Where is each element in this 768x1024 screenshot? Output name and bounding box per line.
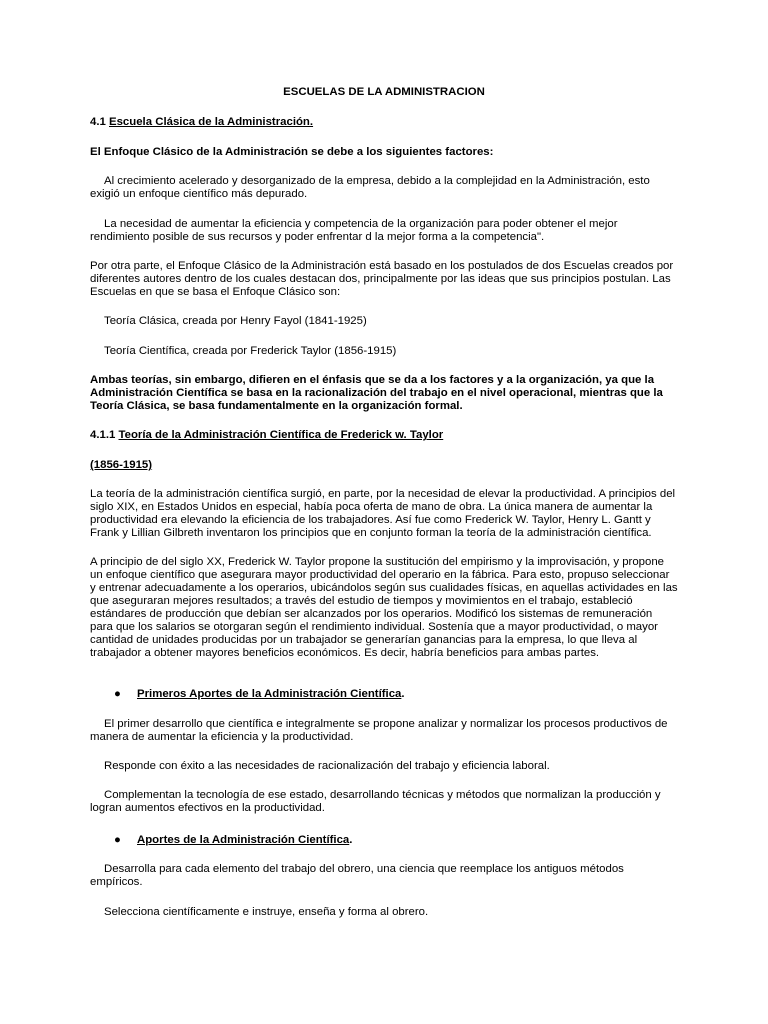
factor-item	[90, 175, 678, 201]
section-title: Teoría de la Administración Científica de Frederick w. Taylor	[118, 429, 444, 441]
subheading-text: Aportes de la Administración Científica	[137, 834, 350, 846]
paragraph-principio: A principio de del siglo XX, Frederick W. Taylor propone la sustitución del empirismo y la improvisación, y propone un enfoque científico que asegurara mayor productividad del operario en la fábrica. Para esto, propuso seleccionar y entrenar adecuadamente a los operarios, ubicándolos según sus cualidades físicas, en aquellas actividades en las que aseguraran mejores resultados; a través del estudio de tiempos y movimientos en el trabajo, estableció estándares de producción que debían ser alcanzados por los operarios. Modificó los sistemas de remuneración para que los salarios se otorgaran según el rendimiento individual. Sostenía que a mayor productividad, o mayor cantidad de unidades producidas por un trabajador se generarían ganancias para la empresa, lo que lleva al trabajador a obtener mayores beneficios económicos. Es decir, habría beneficios para ambas partes.	[90, 556, 678, 659]
list-item	[90, 863, 678, 889]
section-number: 4.1.1	[90, 429, 119, 441]
subheading-text: Primeros Aportes de la Administración Científica	[137, 688, 402, 700]
theory-text: Teoría Clásica, creada por Henry Fayol (1841-1925)	[104, 315, 367, 327]
list-item-text: El primer desarrollo que científica e integralmente se propone analizar y normalizar los procesos productivos de manera de aumentar la eficiencia y la productividad.	[90, 718, 668, 743]
theory-item	[90, 315, 678, 328]
list-item	[90, 760, 678, 773]
section-number: 4.1	[90, 116, 109, 128]
section-title: Escuela Clásica de la Administración.	[109, 116, 314, 128]
list-item-text: Desarrolla para cada elemento del trabajo del obrero, una ciencia que reemplace los antiguos métodos empíricos.	[90, 863, 624, 888]
theory-item	[90, 345, 678, 358]
document-title: ESCUELAS DE LA ADMINISTRACION	[283, 86, 485, 98]
list-item	[90, 789, 678, 815]
paragraph-teoria: La teoría de la administración científica surgió, en parte, por la necesidad de elevar la productividad. A principios del siglo XIX, en Estados Unidos en especial, había poca oferta de mano de obra. La única manera de aumentar la productividad era elevando la eficiencia de los trabajadores. Así fue como Frederick W. Taylor, Henry L. Gantt y Frank y Lillian Gilbreth inventaron los principios que en conjunto forman la teoría de la administración científica.	[90, 488, 676, 539]
bullet-icon: ●	[114, 688, 121, 700]
bullet-icon: ●	[114, 834, 121, 846]
list-item	[90, 906, 678, 919]
theory-text: Teoría Científica, creada por Frederick Taylor (1856-1915)	[104, 345, 397, 357]
factor-item	[90, 218, 678, 244]
section-4-1-heading	[90, 116, 678, 129]
section-4-1-1-heading	[90, 429, 678, 442]
section-years: (1856-1915)	[90, 459, 153, 471]
subheading-aportes	[137, 834, 352, 847]
subheading-period: .	[349, 834, 353, 846]
factor-text: La necesidad de aumentar la eficiencia y competencia de la organización para poder obtener el mejor rendimiento posible de sus recursos y poder enfrentar d la mejor forma a la competencia".	[90, 218, 618, 243]
list-item-text: Responde con éxito a las necesidades de racionalización del trabajo y eficiencia laboral.	[104, 760, 550, 772]
intro-factors: El Enfoque Clásico de la Administración se debe a los siguientes factores:	[90, 146, 494, 158]
subheading-primeros-aportes	[137, 688, 405, 701]
list-item-text: Complementan la tecnología de ese estado, desarrollando técnicas y métodos que normalizan la producción y logran aumentos efectivos en la productividad.	[90, 789, 661, 814]
factor-text: Al crecimiento acelerado y desorganizado de la empresa, debido a la complejidad en la Administración, esto exigió un enfoque científico más depurado.	[90, 175, 650, 200]
paragraph-otra-parte: Por otra parte, el Enfoque Clásico de la Administración está basado en los postulados de dos Escuelas creados por diferentes autores dentro de los cuales destacan dos, principalmente por las ideas que sus principios postulan. Las Escuelas en que se basa el Enfoque Clásico son:	[90, 260, 674, 298]
paragraph-ambas-teorias: Ambas teorías, sin embargo, difieren en el énfasis que se da a los factores y a la organización, ya que la Administración Científica se basa en la racionalización del trabajo en el nivel operacional, mientras que la Teoría Clásica, se basa fundamentalmente en la organización formal.	[90, 374, 663, 412]
list-item	[90, 718, 678, 744]
list-item-text: Selecciona científicamente e instruye, enseña y forma al obrero.	[104, 906, 429, 918]
subheading-period: .	[401, 688, 405, 700]
